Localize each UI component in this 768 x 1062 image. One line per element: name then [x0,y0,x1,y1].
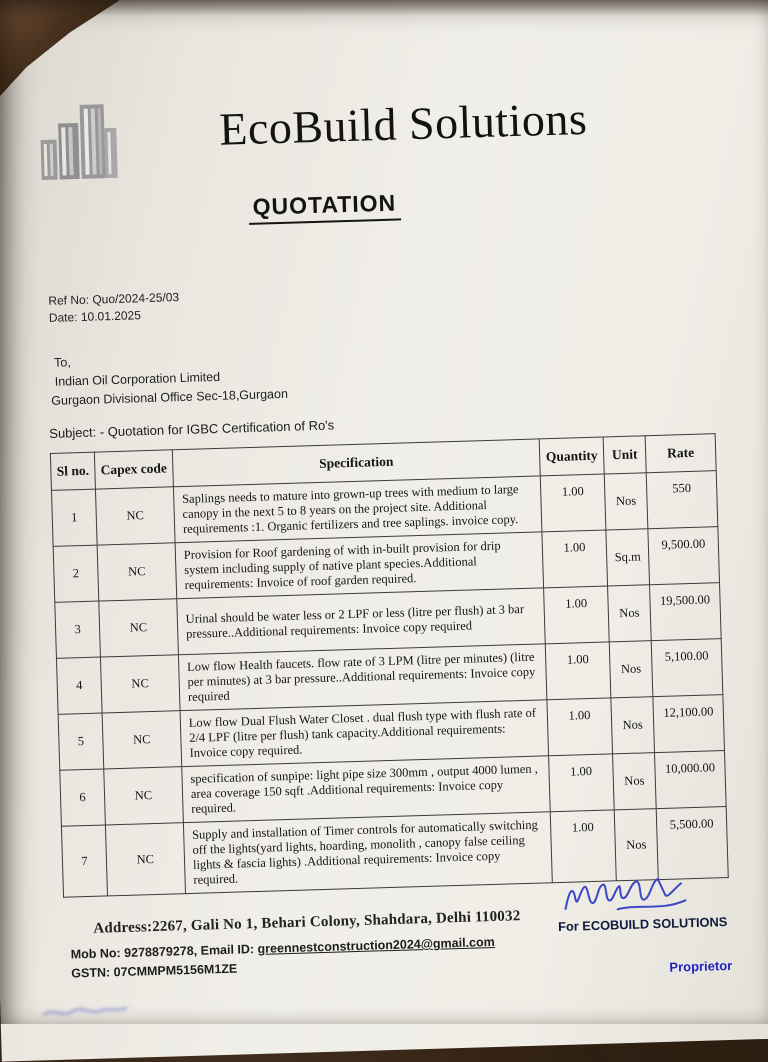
cell-qty: 1.00 [545,642,611,700]
company-logo-buildings-icon [33,93,132,182]
cell-unit: Nos [604,473,648,530]
cell-rate: 5,100.00 [651,639,723,697]
cell-unit: Sq.m [606,529,650,586]
cell-sl: 1 [51,489,97,546]
mobile-and-email-label: Mob No: 9278879278, Email ID: [70,942,258,962]
cell-capex: NC [104,767,184,825]
document-title: QUOTATION [248,189,400,224]
cell-rate: 10,000.00 [655,751,727,809]
recipient-block [50,347,288,411]
recipient-address: Gurgaon Divisional Office Sec-18,Gurgaon [51,386,289,408]
cell-spec: Low flow Health faucets. flow rate of 3 LPM (litre per minutes) (litre per minutes) at 3 bar pressure..Additional requirements: Invoice copy required [178,644,547,711]
cell-rate: 9,500.00 [648,527,720,585]
gstn-line: GSTN: 07CMMPM5156M1ZE [71,961,238,981]
header-unit: Unit [603,436,646,474]
signed-for-company: For ECOBUILD SOLUTIONS [557,914,728,935]
cell-qty: 1.00 [549,754,615,812]
cell-spec: Supply and installation of Timer controls for automatically switching off the lights(yard lights, hoarding, monolith , canopy false ceiling lights & fascia lights) .Additional requirements: Invoice copy required. [183,812,552,894]
header-capex-code: Capex code [94,450,173,489]
subject-line: Subject: - Quotation for IGBC Certification of Ro's [49,417,335,441]
cell-unit: Nos [613,753,657,810]
cell-rate: 12,100.00 [653,695,725,753]
cell-rate: 5,500.00 [656,807,728,880]
cell-capex: NC [99,599,179,657]
cell-qty: 1.00 [544,586,610,644]
signatory-title: Proprietor [669,957,733,975]
cell-unit: Nos [608,585,652,642]
cell-spec: Saplings needs to mature into grown-up trees with medium to large canopy in the next 5 to 8 years on the project site. Additional requirements :1. Organic fertilizers and tree saplings. invoice copy. [173,476,542,543]
email-address: greennestconstruction2024@gmail.com [257,934,495,956]
cell-sl: 3 [55,601,101,658]
cell-sl: 5 [58,713,104,770]
cell-capex: NC [97,543,177,601]
cell-unit: Nos [609,641,653,698]
cell-qty: 1.00 [542,530,608,588]
cell-unit: Nos [614,809,658,881]
cell-spec: Provision for Roof gardening of with in-built provision for drip system including supply of native plant species.Additional requirements: Invoice of roof garden required. [175,532,544,599]
cell-sl: 2 [53,545,99,602]
salutation: To, [53,355,72,370]
cell-rate: 19,500.00 [650,583,722,641]
ref-no: Ref No: Quo/2024-25/03 [48,290,180,308]
date: Date: 10.01.2025 [48,308,142,325]
cell-spec: Urinal should be water less or 2 LPF or less (litre per flush) at 3 bar pressure..Additional requirements: Invoice copy required [177,588,546,655]
cell-spec: Low flow Dual Flush Water Closet . dual flush type with flush rate of 2/4 LPF (litre per flush) tank capacity.Additional requirements: Invoice copy required. [180,700,549,767]
quotation-table [50,433,729,898]
cell-sl: 7 [61,825,107,897]
cell-rate: 550 [646,471,718,529]
company-address: Address:2267, Gali No 1, Behari Colony, Shahdara, Delhi 110032 [93,908,521,937]
cell-spec: specification of sunpipe: light pipe size 300mm , output 4000 lumen , area coverage 150 sqft .Additional requirements: Invoice copy required. [182,756,551,823]
ink-smudge [40,998,131,1025]
cell-capex: NC [95,487,175,545]
cell-unit: Nos [611,697,655,754]
cell-qty: 1.00 [550,810,616,883]
header-specification: Specification [172,439,540,487]
header-quantity: Quantity [539,437,604,476]
cell-sl: 6 [60,769,106,826]
header-rate: Rate [645,434,716,473]
cell-capex: NC [102,711,182,769]
cell-qty: 1.00 [547,698,613,756]
cell-capex: NC [100,655,180,713]
company-name: EcoBuild Solutions [218,92,588,155]
cell-capex: NC [105,823,185,896]
cell-qty: 1.00 [540,474,606,532]
cell-sl: 4 [56,657,102,714]
contact-line [71,935,495,962]
recipient-name: Indian Oil Corporation Limited [54,369,221,389]
reference-block [48,289,180,327]
header-sl-no: Sl no. [50,452,95,490]
